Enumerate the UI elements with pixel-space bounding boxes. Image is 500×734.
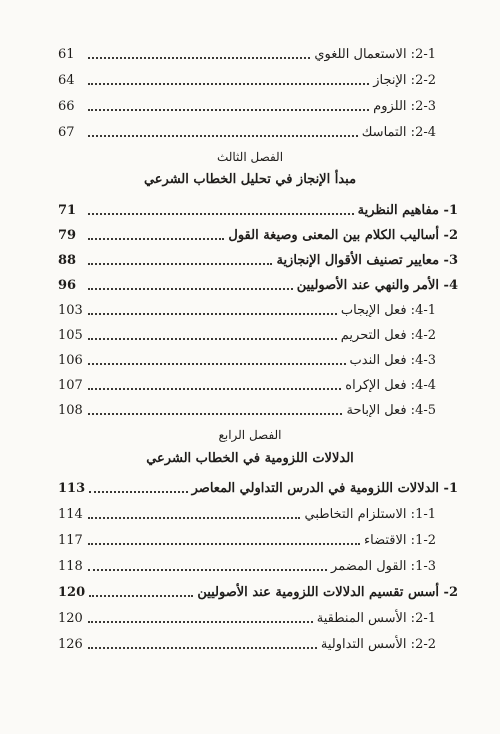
entry-page: 61 — [58, 47, 75, 62]
entry-title: 4-1: فعل الإيجاب — [340, 303, 436, 318]
entry-title: 1-3: القول المضمر — [331, 559, 436, 574]
toc-entry[interactable] — [58, 66, 458, 90]
toc-entry[interactable] — [58, 196, 458, 220]
toc-entry[interactable] — [58, 552, 458, 576]
entry-title: 1- مفاهيم النظرية — [357, 203, 458, 218]
toc-entry[interactable] — [58, 221, 458, 245]
entry-page: 107 — [58, 378, 83, 393]
chapter-label: الفصل الثالث — [216, 150, 284, 164]
entry-page: 113 — [58, 481, 86, 496]
toc-entry[interactable] — [58, 271, 458, 295]
toc-entry[interactable] — [58, 92, 458, 116]
dot-leader — [88, 413, 342, 415]
entry-page: 114 — [58, 507, 83, 522]
dot-leader — [88, 543, 360, 545]
toc-entry[interactable] — [58, 396, 458, 420]
entry-page: 126 — [58, 637, 83, 652]
chapter-title: مبدأ الإنجاز في تحليل الخطاب الشرعي — [143, 172, 357, 187]
entry-title: 2-3: اللزوم — [373, 99, 436, 114]
dot-leader — [88, 388, 341, 390]
toc-entry[interactable] — [58, 526, 458, 550]
entry-page: 88 — [58, 253, 77, 268]
dot-leader — [88, 213, 354, 215]
entry-title: 1-2: الاقتضاء — [364, 533, 436, 548]
toc-entry[interactable] — [58, 630, 458, 654]
dot-leader — [88, 238, 224, 240]
toc-entry[interactable] — [58, 371, 458, 395]
entry-page: 71 — [58, 203, 77, 218]
toc-entry[interactable] — [58, 40, 458, 64]
entry-page: 105 — [58, 328, 83, 343]
entry-title: 2-2: الأسس التداولية — [320, 637, 436, 652]
toc-entry[interactable] — [58, 604, 458, 628]
dot-leader — [89, 595, 193, 597]
dot-leader — [88, 313, 337, 315]
entry-page: 96 — [58, 278, 77, 293]
entry-title: 2- أساليب الكلام بين المعنى وصيغة القول — [228, 228, 458, 243]
toc-entry[interactable] — [58, 296, 458, 320]
entry-title: 2-1: الاستعمال اللغوي — [314, 47, 436, 62]
entry-title: 4- الأمر والنهي عند الأصوليين — [296, 278, 458, 293]
entry-title: 2-4: التماسك — [361, 125, 436, 140]
entry-title: 2-1: الأسس المنطقية — [316, 611, 436, 626]
entry-title: 1- الدلالات اللزومية في الدرس التداولي المعاصر — [191, 481, 458, 496]
entry-page: 103 — [58, 303, 83, 318]
entry-title: 2- أسس تقسيم الدلالات اللزومية عند الأصوليين — [197, 585, 458, 600]
dot-leader — [88, 109, 369, 111]
dot-leader — [88, 621, 313, 623]
dot-leader — [88, 263, 272, 265]
entry-page: 79 — [58, 228, 77, 243]
entry-page: 66 — [58, 99, 75, 114]
entry-page: 64 — [58, 73, 75, 88]
entry-page: 120 — [58, 585, 86, 600]
entry-title: 4-3: فعل الندب — [349, 353, 436, 368]
entry-title: 2-2: الإنجاز — [373, 73, 436, 88]
entry-page: 118 — [58, 559, 83, 574]
toc-entry[interactable] — [58, 321, 458, 345]
entry-page: 67 — [58, 125, 75, 140]
toc-entry[interactable] — [58, 578, 458, 602]
chapter-title: الدلالات اللزومية في الخطاب الشرعي — [146, 451, 354, 466]
toc-entry[interactable] — [58, 474, 458, 498]
entry-title: 4-5: فعل الإباحة — [346, 403, 436, 418]
dot-leader — [88, 57, 310, 59]
toc-entry[interactable] — [58, 346, 458, 370]
entry-title: 3- معايير تصنيف الأقوال الإنجازية — [276, 253, 458, 268]
toc-entry[interactable] — [58, 500, 458, 524]
dot-leader — [88, 288, 293, 290]
entry-page: 120 — [58, 611, 83, 626]
dot-leader — [88, 135, 358, 137]
entry-title: 4-2: فعل التحريم — [340, 328, 436, 343]
dot-leader — [88, 647, 317, 649]
dot-leader — [88, 517, 300, 519]
dot-leader — [88, 569, 327, 571]
entry-page: 106 — [58, 353, 83, 368]
dot-leader — [89, 491, 187, 493]
dot-leader — [88, 338, 337, 340]
entry-page: 108 — [58, 403, 83, 418]
entry-page: 117 — [58, 533, 83, 548]
toc-entry[interactable] — [58, 118, 458, 142]
dot-leader — [88, 83, 369, 85]
dot-leader — [88, 363, 346, 365]
chapter-label: الفصل الرابع — [218, 428, 282, 442]
entry-title: 4-4: فعل الإكراه — [345, 378, 436, 393]
toc-entry[interactable] — [58, 246, 458, 270]
entry-title: 1-1: الاستلزام التخاطبي — [304, 507, 436, 522]
